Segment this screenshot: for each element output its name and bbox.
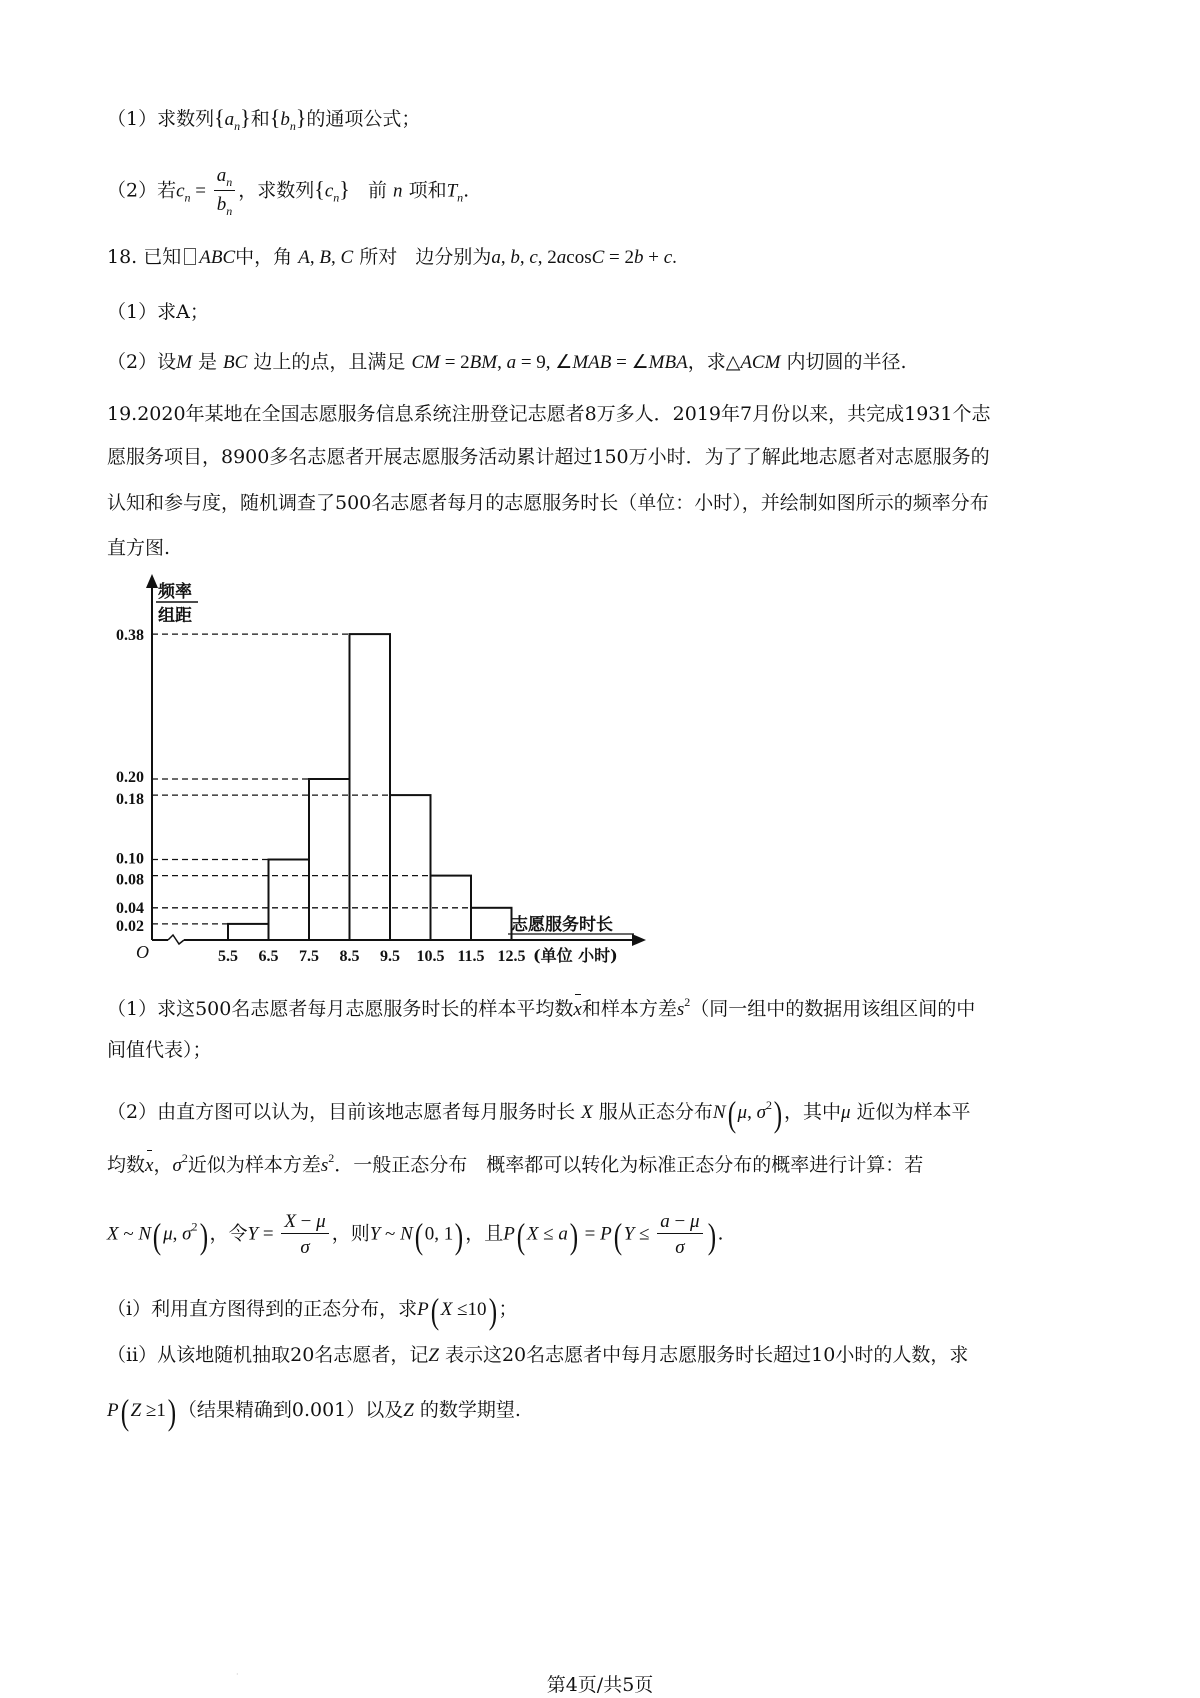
histogram-bar-6 [471,908,512,940]
x-axis-arrow [632,934,646,946]
xlabel-top: 志愿服务时长 [511,915,613,935]
x-tick-label-3: 8.5 [339,948,360,965]
fraction-standardize: $\frac{X - \mu}{\sigma}$ [281,1212,328,1257]
q17-part1: （1）求数列$\{a_n\}$和$\{b_n\}$的通项公式； [107,105,421,133]
scan-dot: · [236,1670,239,1679]
q18-part1: （1）求A； [107,301,209,323]
histogram-bar-2 [309,779,350,940]
q19-part2-line1: （2）由直方图可以认为，目前该地志愿者每月服务时长 X 服从正态分布N(μ, $\sigma^2$)，其中μ 近似为样本平 [107,1094,971,1134]
y-tick-label-1: 0.04 [116,899,144,917]
fraction-an-bn: $\frac{a_n}{b_n}$ [214,166,236,217]
xlabel-bottom: (单位 小时) [533,946,618,965]
q19-part2-line2: 均数x，$\sigma^2$近似为样本方差$s^2$．一般正态分布 概率都可以转化为标准正态分布的概率进行计算：若 [107,1151,924,1176]
q18-stem: 18. 已知 ABC中，角 A, B, C 所对 边分别为a, b, c, 2acosC = 2b + c. [107,246,677,268]
histogram-bar-3 [350,634,391,940]
q19-stem-line3: 认知和参与度，随机调查了500名志愿者每月的志愿服务时长（单位：小时），并绘制如图所示的频率分布 [107,492,989,514]
x-tick-label-4: 9.5 [380,948,400,965]
q19-part-i: （ⅰ）利用直方图得到的正态分布，求P(X ≤10)； [107,1291,518,1331]
y-tick-label-3: 0.10 [116,850,144,868]
x-tick-label-2: 7.5 [299,948,319,965]
y-tick-label-2: 0.08 [116,871,144,889]
y-tick-label-0: 0.02 [116,917,144,935]
page-footer: 第4页/共5页 [546,1674,654,1696]
q19-part1-line2: 间值代表）； [107,1039,212,1061]
y-tick-label-6: 0.38 [116,627,144,645]
q17-part2: （2）若$c_n$ = $\frac{a_n}{b_n}$ ，求数列$\{c_n\}$ 前 n 项和$T_n$. [107,165,470,218]
histogram-bar-5 [431,876,472,940]
x-tick-label-1: 6.5 [258,948,279,965]
q19-part-ii-line1: （ⅱ）从该地随机抽取20名志愿者，记Z 表示这20名志愿者中每月志愿服务时长超过10小时的人数，求 [107,1344,969,1366]
x-tick-label-0: 5.5 [218,948,238,965]
x-tick-label-6: 11.5 [457,948,485,965]
q19-part-ii-line2: P(Z ≥1)（结果精确到0.001）以及Z 的数学期望. [107,1392,521,1432]
x-axis-break [168,935,184,944]
x-tick-label-7: 12.5 [497,948,526,965]
q19-stem-line1: 19.2020年某地在全国志愿服务信息系统注册登记志愿者8万多人．2019年7月份以来，共完成1931个志 [107,403,991,425]
x-tick-label-5: 10.5 [416,948,445,965]
y-axis-arrow [146,574,158,588]
missing-glyph-box [184,248,196,265]
x-bar-symbol: x [573,999,582,1020]
histogram-bar-4 [390,795,431,940]
fraction-a-mu-sigma: $\frac{a - \mu}{\sigma}$ [657,1212,702,1257]
ylabel-bottom: 组距 [158,606,192,626]
q19-part2-line3: X ~ N(μ, $\sigma^2$)，令Y = $\frac{X - \mu}{\sigma}$ ，则Y ~ N(0, 1)，且P(X ≤ a) = P(Y ≤ $\frac{a - \mu}{\sigma}$ ). [107,1211,724,1258]
q19-stem-line2: 愿服务项目，8900多名志愿者开展志愿服务活动累计超过150万小时．为了了解此地志愿者对志愿服务的 [107,446,990,468]
ylabel-top: 频率 [158,582,192,602]
q19-part1-line1: （1）求这500名志愿者每月志愿服务时长的样本平均数x和样本方差$s^2$（同一组中的数据用该组区间的中 [107,995,976,1020]
q18-part2: （2）设M 是 BC 边上的点，且满足 CM = 2BM, a = 9, ∠MAB = ∠MBA，求△ACM 内切圆的半径. [107,351,907,373]
y-tick-label-4: 0.18 [116,791,144,809]
origin-label: O [136,942,149,962]
y-tick-label-5: 0.20 [116,769,144,786]
histogram-bar-0 [228,924,269,940]
histogram-bar-1 [269,860,310,941]
q19-stem-line4: 直方图. [107,537,171,559]
